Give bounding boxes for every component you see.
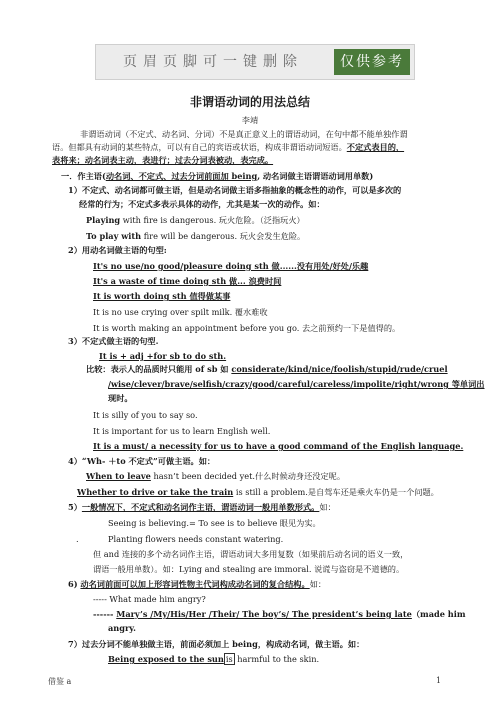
banner-badge: 仅供参考 xyxy=(334,49,410,75)
example-6b: ------ Mary’s /My/His/Her /Their/ The boy’s/ The president’s being late（made him xyxy=(93,609,466,619)
note-5c: 但 and 连接的多个动名词作主语，谓语动词大多用复数（如果前后动名词的语义一致， xyxy=(93,549,409,559)
example-3g: It is a must/ a necessity for us to have a good command of the English language. xyxy=(93,441,464,451)
point-1a: 1）不定式、动名词都可做主语，但是动名词做主语多指抽象的概念性的动作，可以是多次的 xyxy=(68,185,402,195)
point-7: 7）过去分词不能单独做主语，前面必须加上 being，构成动名词，做主语。如： xyxy=(68,639,365,649)
intro-line-1: 非谓语动词（不定式、动名词、分词）不是真正意义上的谓语动词，在句中都不能单独作谓 xyxy=(80,129,408,139)
page-number: 1 xyxy=(436,676,442,685)
point-3: 3）不定式做主语的句型. xyxy=(68,336,159,346)
intro-line-2: 语。但都具有动词的某些特点，可以有自己的宾语或状语，构成非谓语动词短语。不定式表目的， xyxy=(52,142,405,152)
example-2e: It is worth making an appointment before you go. 去之前预约一下是值得的。 xyxy=(93,323,401,333)
banner-text: 页眉页脚可一键删除 xyxy=(123,54,303,70)
example-4a: When to leave hasn’t been decided yet.什么时候动身还没定呢。 xyxy=(86,471,346,481)
example-6c: angry. xyxy=(108,623,136,633)
note-5d: 谓语一般用单数）。如：Lying and stealing are immoral. 说谎与盗窃是不道德的。 xyxy=(93,564,405,574)
example-5b-marker: . xyxy=(76,534,79,544)
example-6a: ----- What made him angry? xyxy=(93,594,206,604)
point-2: 2）用动名词做主语的句型: xyxy=(68,245,167,255)
pattern-2c: It is worth doing sth 值得做某事 xyxy=(93,291,231,301)
intro-line-3: 表将来；动名词表主动，表进行；过去分词表被动，表完成。 xyxy=(52,155,274,165)
point-1b: 经常的行为；不定式多表示具体的动作，尤其是某一次的动作。如： xyxy=(79,199,325,209)
author: 李靖 xyxy=(241,115,259,125)
compare-3d: 现时。 xyxy=(108,393,133,403)
example-1: Playing with fire is dangerous. 玩火危险。（泛指玩火） xyxy=(86,215,305,225)
compare-3c: /wise/clever/brave/selfish/crazy/good/careful/careless/impolite/right/wrong 等单词出 xyxy=(108,379,485,389)
section-1-heading: 一．作主语(动名词、不定式、过去分词前面加 being, 动名词做主语谓语动词用单数) xyxy=(61,171,374,181)
example-3e: It is silly of you to say so. xyxy=(93,410,198,420)
pattern-2b: It's a waste of time doing sth 做... 浪费时间 xyxy=(93,276,282,286)
header-banner xyxy=(95,44,415,80)
point-5: 5）一般情况下，不定式和动名词作主语，谓语动词一般用单数形式。如： xyxy=(68,502,336,512)
example-5a: Seeing is believing.= To see is to believe 眼见为实。 xyxy=(108,518,321,528)
example-7a: Being exposed to the sun is harmful to the skin. xyxy=(108,654,320,664)
example-4b: Whether to drive or take the train is still a problem.是自驾车还是乘火车仍是一个问题。 xyxy=(77,487,439,497)
page-title: 非谓语动词的用法总结 xyxy=(189,95,310,109)
example-2: To play with fire will be dangerous. 玩火会发生危险。 xyxy=(86,231,306,241)
pattern-3a: It is + adj +for sb to do sth. xyxy=(99,351,227,361)
point-4: 4）“Wh- ＋to 不定式”可做主语。如： xyxy=(68,456,216,466)
example-3f: It is important for us to learn English well. xyxy=(93,426,271,436)
intro-highlight: 不定式表目的， xyxy=(346,142,405,152)
footer-left: 借鉴 a xyxy=(48,677,72,686)
pattern-2a: It's no use/no good/pleasure doing sth 做......没有用处/好处/乐趣 xyxy=(93,261,369,271)
point-6: 6) 动名词前面可以加上形容词性物主代词构成动名词的复合结构。如： xyxy=(68,579,327,589)
example-5b: Planting flowers needs constant watering. xyxy=(108,534,284,544)
example-2d: It is no use crying over spilt milk. 覆水难收 xyxy=(93,307,268,317)
compare-3b: 比较：表示人的品质时只能用 of sb 如 considerate/kind/nice/foolish/stupid/rude/cruel xyxy=(86,364,448,374)
